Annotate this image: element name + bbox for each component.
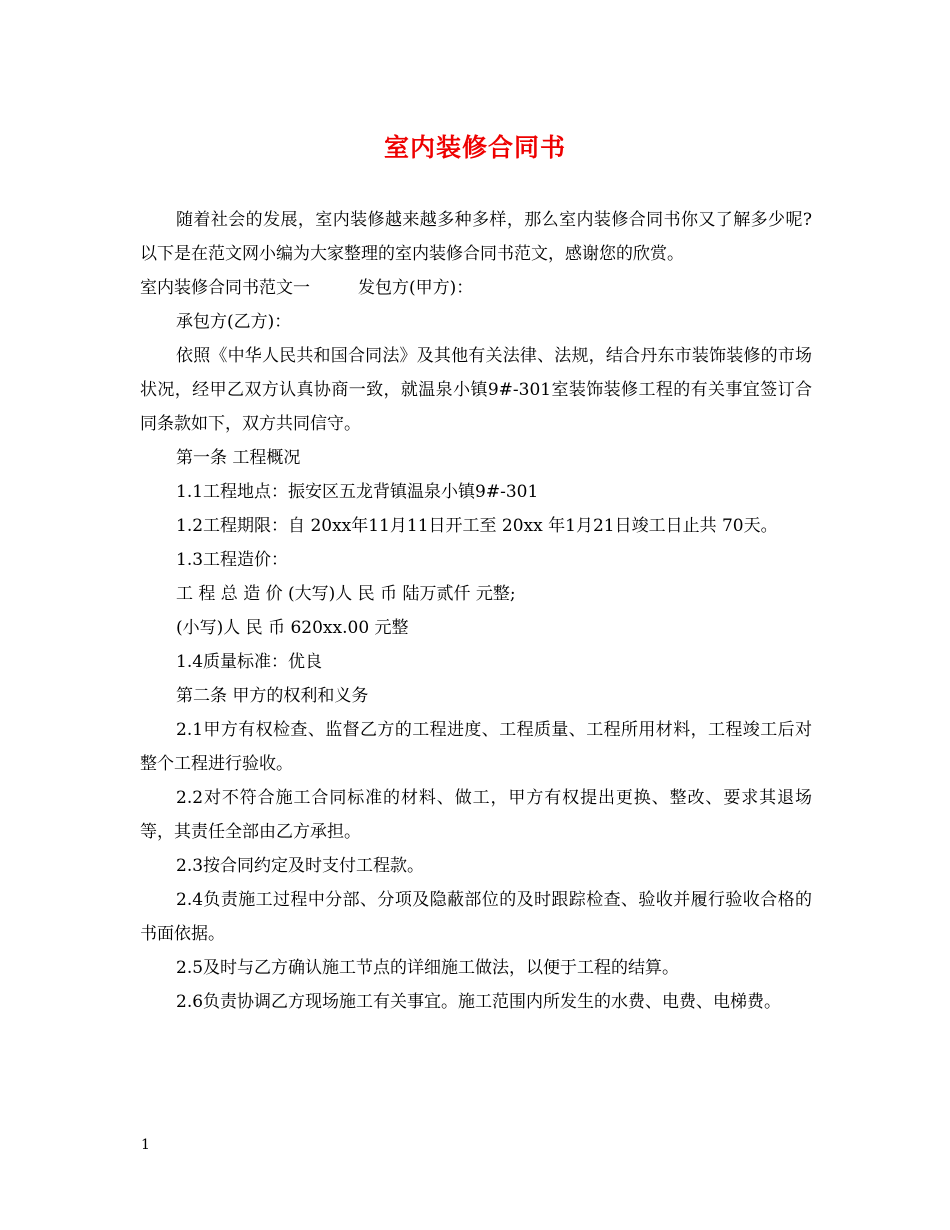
clause-2-3: 2.3按合同约定及时支付工程款。 — [176, 856, 425, 876]
clause-1-4: 1.4质量标准：优良 — [176, 652, 323, 672]
sample-heading: 室内装修合同书范文一 — [140, 278, 310, 298]
clause-1-3: 1.3工程造价： — [176, 550, 289, 570]
clause-2-5: 2.5及时与乙方确认施工节点的详细施工做法，以便于工程的结算。 — [176, 958, 680, 978]
price-lowercase-line: (小写)人 民 币 620xx.00 元整 — [176, 618, 409, 638]
article-2-heading: 第二条 甲方的权利和义务 — [176, 686, 369, 706]
article-1-heading: 第一条 工程概况 — [176, 448, 301, 468]
document-title: 室内装修合同书 — [383, 133, 566, 162]
clause-2-4: 2.4负责施工过程中分部、分项及隐蔽部位的及时跟踪检查、验收并履行验收合格的书面依据。 — [140, 890, 812, 944]
intro-paragraph: 随着社会的发展，室内装修越来越多种多样，那么室内装修合同书你又了解多少呢?以下是在范文网小编为大家整理的室内装修合同书范文，感谢您的欣赏。 — [140, 210, 812, 264]
page-number: 1 — [141, 1137, 150, 1153]
clause-2-6: 2.6负责协调乙方现场施工有关事宜。施工范围内所发生的水费、电费、电梯费。 — [176, 992, 782, 1012]
clause-1-1: 1.1工程地点：振安区五龙背镇温泉小镇9#-301 — [176, 482, 539, 502]
party-b-label: 承包方(乙方)： — [176, 312, 292, 332]
clause-2-2: 2.2对不符合施工合同标准的材料、做工，甲方有权提出更换、整改、要求其退场等，其责任全部由乙方承担。 — [140, 788, 812, 842]
price-uppercase-line: 工 程 总 造 价 (大写)人 民 币 陆万贰仟 元整; — [176, 584, 516, 604]
party-a-label: 发包方(甲方)： — [358, 278, 474, 298]
clause-2-1: 2.1甲方有权检查、监督乙方的工程进度、工程质量、工程所用材料，工程竣工后对整个工程进行验收。 — [140, 720, 812, 774]
sample-heading-line — [140, 271, 812, 305]
document-body — [140, 203, 812, 1019]
preamble-paragraph: 依照《中华人民共和国合同法》及其他有关法律、法规，结合丹东市装饰装修的市场状况，经甲乙双方认真协商一致，就温泉小镇9#-301室装饰装修工程的有关事宜签订合同条款如下，双方共同信守。 — [140, 346, 812, 434]
clause-1-2: 1.2工程期限：自 20xx年11月11日开工至 20xx 年1月21日竣工日止共 70天。 — [176, 516, 778, 536]
